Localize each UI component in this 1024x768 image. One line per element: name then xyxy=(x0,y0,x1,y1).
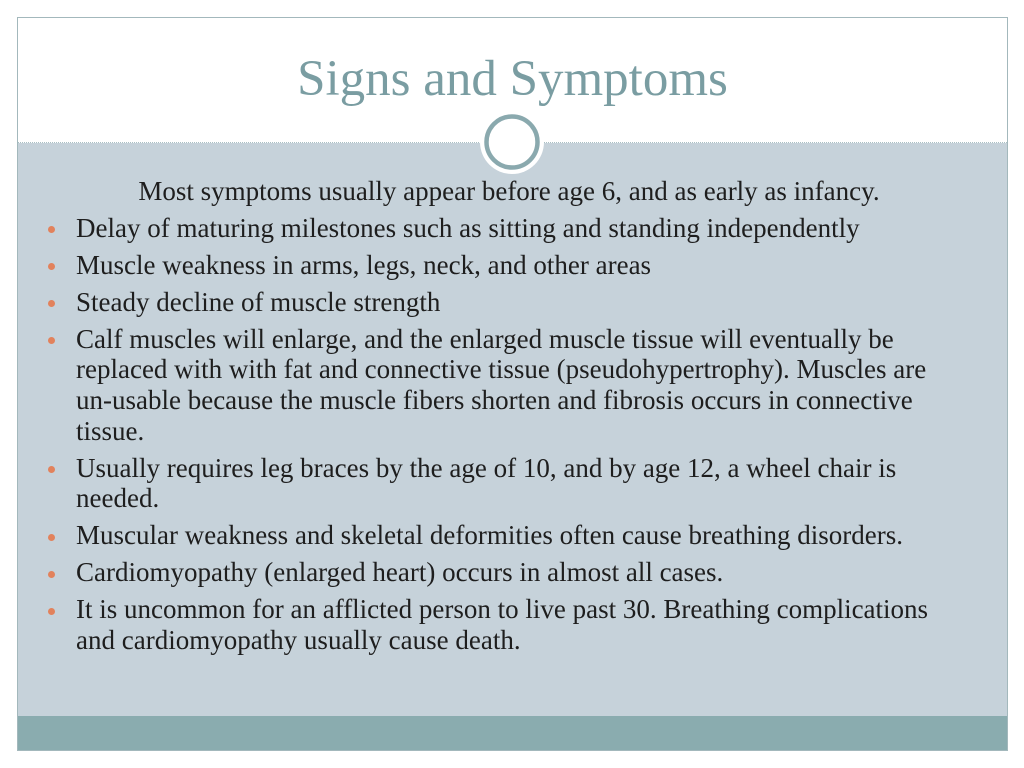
bullet-item xyxy=(76,557,954,588)
bullet-icon xyxy=(48,534,55,541)
bullet-item xyxy=(76,213,954,244)
bullet-item xyxy=(76,453,954,514)
bullet-item xyxy=(76,324,954,447)
circle-ornament-icon xyxy=(479,109,545,175)
circle-ornament-graphic xyxy=(479,109,545,175)
bullet-text: Cardiomyopathy (enlarged heart) occurs in almost all cases. xyxy=(76,557,724,588)
bullet-icon xyxy=(48,608,55,615)
footer-bar xyxy=(18,716,1007,750)
bullet-text: It is uncommon for an afflicted person to live past 30. Breathing complications and cardiomyopathy usually cause death. xyxy=(76,594,929,656)
bullet-list xyxy=(76,213,954,656)
bullet-text: Steady decline of muscle strength xyxy=(76,286,441,317)
bullet-icon xyxy=(48,300,55,307)
bullet-text: Usually requires leg braces by the age of 10, and by age 12, a wheel chair is needed. xyxy=(76,452,897,514)
intro-text: Most symptoms usually appear before age 6, and as early as infancy. xyxy=(138,175,880,206)
bullet-item xyxy=(76,250,954,281)
bullet-icon xyxy=(48,337,55,344)
ornament-ring xyxy=(487,117,538,168)
bullet-item xyxy=(76,594,954,655)
bullet-icon xyxy=(48,226,55,233)
bullet-icon xyxy=(48,263,55,270)
slide-title: Signs and Symptoms xyxy=(297,51,728,107)
bullet-text: Delay of maturing milestones such as sitting and standing independently xyxy=(76,212,860,243)
bullet-text: Muscular weakness and skeletal deformities often cause breathing disorders. xyxy=(76,520,903,551)
bullet-text: Muscle weakness in arms, legs, neck, and other areas xyxy=(76,249,652,280)
slide-body-text xyxy=(76,176,954,656)
bullet-item xyxy=(76,287,954,318)
bullet-item xyxy=(76,520,954,551)
bullet-text: Calf muscles will enlarge, and the enlarged muscle tissue will eventually be replaced with with fat and connective tissue (pseudohypertrophy). Muscles are un-usable because the muscle fibers shorten and fibrosis occurs in connective tissue. xyxy=(76,323,927,446)
bullet-icon xyxy=(48,571,55,578)
